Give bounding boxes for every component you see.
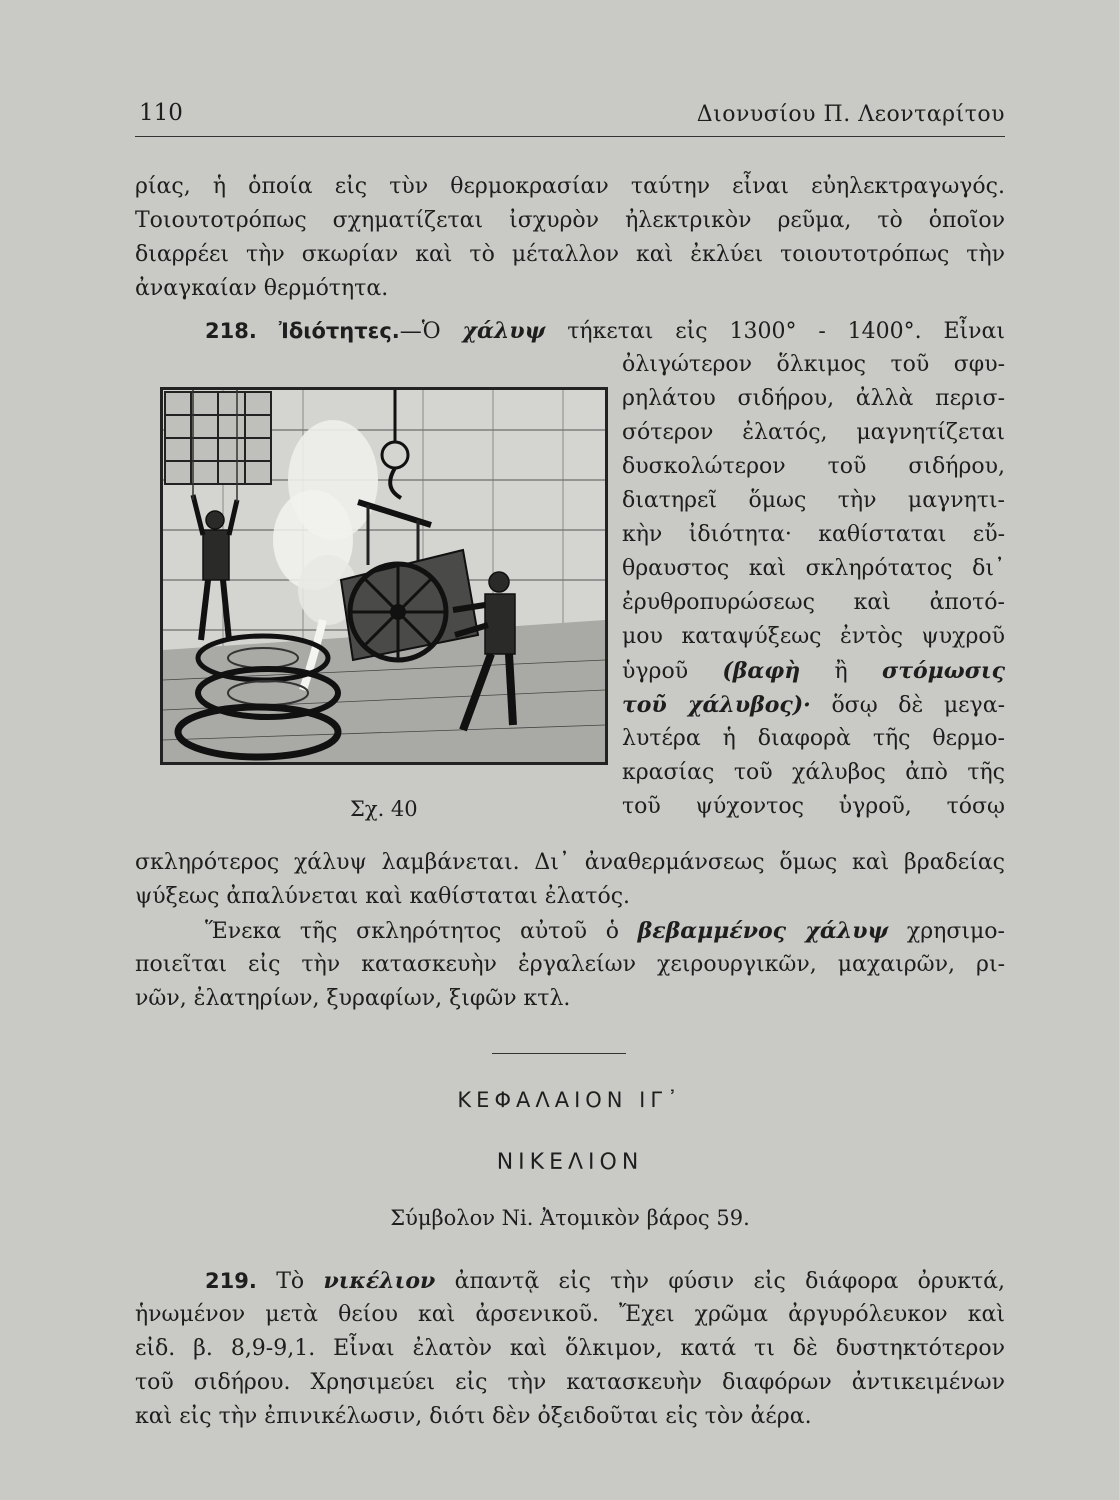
term-of-steel: τοῦ χάλυβος)·: [622, 692, 811, 718]
text-line-with-term: [135, 1264, 1005, 1298]
text-line: θραυστος καὶ σκληρότατος δι᾽: [622, 556, 1005, 581]
text-fragment: ἀπαντᾷ εἰς τὴν φύσιν εἰς διάφορα ὀρυκτά,: [454, 1269, 1006, 1294]
element-title: ΝΙΚΕΛΙΟΝ: [496, 1150, 644, 1175]
section-text: τήκεται εἰς 1300° - 1400°. Εἶναι: [567, 319, 1005, 344]
term-nickel: νικέλιον: [323, 1268, 436, 1294]
side-text-column: [622, 348, 1005, 824]
text-line: κὴν ἰδιότητα· καθίσταται εὔ-: [622, 522, 1005, 547]
figure-foundry-illustration: [160, 387, 608, 765]
chapter-title: ΚΕΦΑΛΑΙΟΝ ΙΓ᾽: [457, 1088, 683, 1112]
text-line: εἰδ. β. 8,9-9,1. Εἶναι ἐλατὸν καὶ ὅλκιμον, κατά τι δὲ δυστηκτότερον: [135, 1336, 1005, 1361]
term-quenching: (βαφὴ: [722, 658, 801, 684]
text-line: ἐρυθροπυρώσεως καὶ ἀποτό-: [622, 590, 1005, 615]
page-header: [135, 96, 1005, 137]
text-line: τοῦ ψύχοντος ὑγροῦ, τόσῳ: [622, 794, 1005, 819]
text-fragment: Τὸ: [276, 1269, 305, 1294]
running-head: Διονυσίου Π. Λεονταρίτου: [696, 102, 1005, 127]
text-fragment: χρησιμο-: [906, 919, 1005, 944]
text-line: λυτέρα ἡ διαφορὰ τῆς θερμο-: [622, 726, 1005, 751]
text-line: σκληρότερος χάλυψ λαμβάνεται. Δι᾽ ἀναθερμάνσεως ὅμως καὶ βραδείας: [135, 850, 1005, 875]
paragraph-1: [135, 170, 1005, 306]
section-218-heading: [135, 314, 1005, 348]
text-line: νῶν, ἐλατηρίων, ξυραφίων, ξιφῶν κτλ.: [135, 986, 571, 1011]
dash: —Ὁ: [399, 319, 441, 344]
text-line: δυσκολώτερον τοῦ σιδήρου,: [622, 454, 1005, 479]
figure-caption: Σχ. 40: [350, 797, 418, 821]
text-line-with-term: [135, 914, 1005, 948]
text-line: ποιεῖται εἰς τὴν κατασκευὴν ἐργαλείων χειρουργικῶν, μαχαιρῶν, ρι-: [135, 952, 1005, 977]
term-tempering: στόμωσις: [881, 658, 1005, 684]
page-number: 110: [139, 100, 183, 126]
term-steel: χάλυψ: [462, 318, 546, 344]
text-line: ρίας, ἡ ὁποία εἰς τὺν θερμοκρασίαν ταύτην εἶναι εὐηλεκτραγωγός.: [135, 174, 1005, 199]
text-line: μου καταψύξεως ἐντὸς ψυχροῦ: [622, 624, 1005, 649]
section-number: 219.: [205, 1269, 257, 1293]
term-tempered-steel: βεβαμμένος χάλυψ: [637, 918, 889, 944]
foundry-engraving: [163, 390, 605, 762]
text-line-with-terms: [622, 688, 1005, 722]
text-line: ἀναγκαίαν θερμότητα.: [135, 276, 389, 301]
text-line-with-terms: [622, 654, 1005, 688]
text-line: ὀλιγώτερον ὅλκιμος τοῦ σφυ-: [622, 352, 1005, 377]
text-fragment: ὅσῳ δὲ μεγα-: [831, 693, 1005, 718]
text-line: Τοιουτοτρόπως σχηματίζεται ἰσχυρὸν ἠλεκτρικὸν ρεῦμα, τὸ ὁποῖον: [135, 208, 1005, 233]
text-line: διαρρέει τὴν σκωρίαν καὶ τὸ μέταλλον καὶ ἐκλύει τοιουτοτρόπως τὴν: [135, 242, 1005, 267]
text-fragment: ὑγροῦ: [622, 659, 689, 684]
section-219: [135, 1264, 1005, 1434]
section-divider: [492, 1053, 626, 1054]
element-symbol-line: Σύμβολον Ni. Ἀτομικὸν βάρος 59.: [390, 1206, 750, 1230]
text-line: τοῦ σιδήρου. Χρησιμεύει εἰς τὴν κατασκευὴν διαφόρων ἀντικειμένων: [135, 1370, 1005, 1395]
section-heading: Ἰδιότητες.: [278, 319, 400, 343]
text-fragment: Ἕνεκα τῆς σκληρότητος αὐτοῦ ὁ: [205, 919, 619, 944]
text-fragment: ἢ: [834, 659, 848, 684]
paragraph-2: [135, 846, 1005, 914]
section-number: 218.: [205, 319, 257, 343]
text-line: ρηλάτου σιδήρου, ἀλλὰ περισ-: [622, 386, 1005, 411]
text-line: ψύξεως ἀπαλύνεται καὶ καθίσταται ἐλατός.: [135, 884, 631, 909]
text-line: κρασίας τοῦ χάλυβος ἀπὸ τῆς: [622, 760, 1005, 785]
text-line: διατηρεῖ ὅμως τὴν μαγνητι-: [622, 488, 1005, 513]
text-line: καὶ εἰς τὴν ἐπινικέλωσιν, διότι δὲν ὀξειδοῦται εἰς τὸν ἀέρα.: [135, 1404, 812, 1429]
text-line: ἡνωμένον μετὰ θείου καὶ ἀρσενικοῦ. Ἔχει χρῶμα ἀργυρόλευκον καὶ: [135, 1302, 1005, 1327]
paragraph-3: [135, 914, 1005, 1016]
text-line: σότερον ἐλατός, μαγνητίζεται: [622, 420, 1005, 445]
